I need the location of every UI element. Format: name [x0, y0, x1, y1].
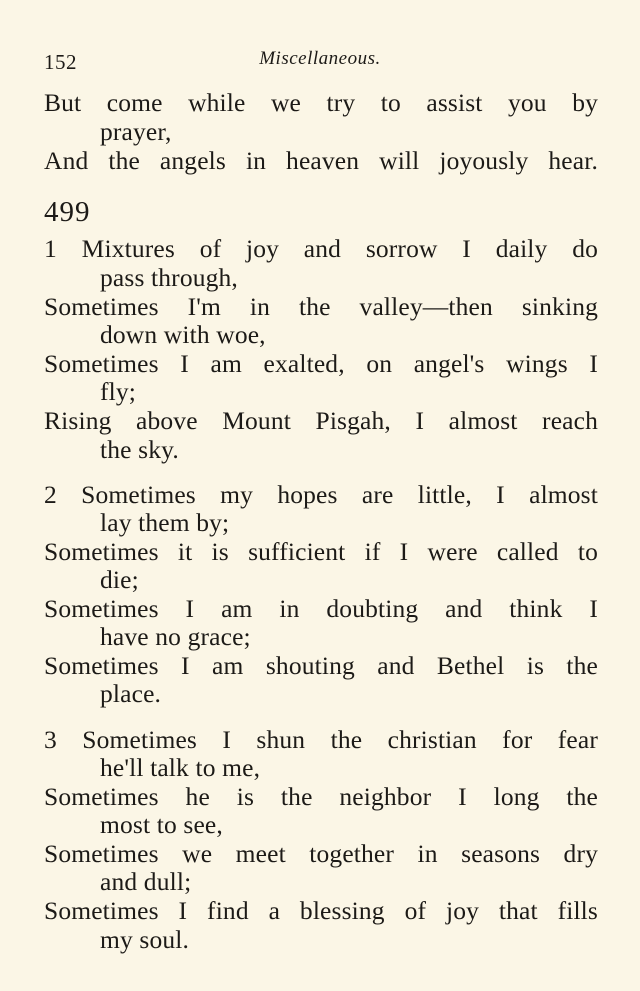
continuation-line: prayer,	[100, 117, 172, 146]
stanza-1-line: pass through,	[100, 263, 238, 292]
stanza-2-line: 2 Sometimes my hopes are little, I almost	[44, 480, 598, 509]
stanza-1-line: 1 Mixtures of joy and sorrow I daily do	[44, 234, 598, 263]
stanza-1-line: Sometimes I'm in the valley—then sinking	[44, 292, 598, 321]
stanza-3-line: most to see,	[100, 810, 223, 839]
stanza-3-line: Sometimes I find a blessing of joy that fills	[44, 896, 598, 925]
continuation-line: But come while we try to assist you by	[44, 88, 598, 117]
stanza-1-line: fly;	[100, 377, 137, 406]
stanza-2-line: Sometimes I am shouting and Bethel is the	[44, 651, 598, 680]
page-number: 152	[44, 50, 77, 74]
stanza-2-line: place.	[100, 679, 162, 708]
stanza-3-line: 3 Sometimes I shun the christian for fear	[44, 725, 598, 754]
hymn-number: 499	[44, 196, 91, 228]
stanza-1-line: Rising above Mount Pisgah, I almost reach	[44, 406, 598, 435]
stanza-1-line: the sky.	[100, 435, 179, 464]
stanza-2-line: lay them by;	[100, 508, 230, 537]
stanza-2-line: Sometimes it is sufficient if I were called to	[44, 537, 598, 566]
stanza-3-line: my soul.	[100, 925, 190, 954]
stanza-1-line: down with woe,	[100, 320, 266, 349]
stanza-2-line: die;	[100, 565, 139, 594]
stanza-2-line: have no grace;	[100, 622, 251, 651]
running-title: Miscellaneous.	[259, 48, 381, 69]
stanza-1-line: Sometimes I am exalted, on angel's wings I	[44, 349, 598, 378]
stanza-2-line: Sometimes I am in doubting and think I	[44, 594, 598, 623]
stanza-3-line: Sometimes we meet together in seasons dry	[44, 839, 598, 868]
stanza-3-line: and dull;	[100, 867, 192, 896]
stanza-3-line: he'll talk to me,	[100, 753, 261, 782]
continuation-line: And the angels in heaven will joyously hear.	[44, 146, 598, 175]
stanza-3-line: Sometimes he is the neighbor I long the	[44, 782, 598, 811]
